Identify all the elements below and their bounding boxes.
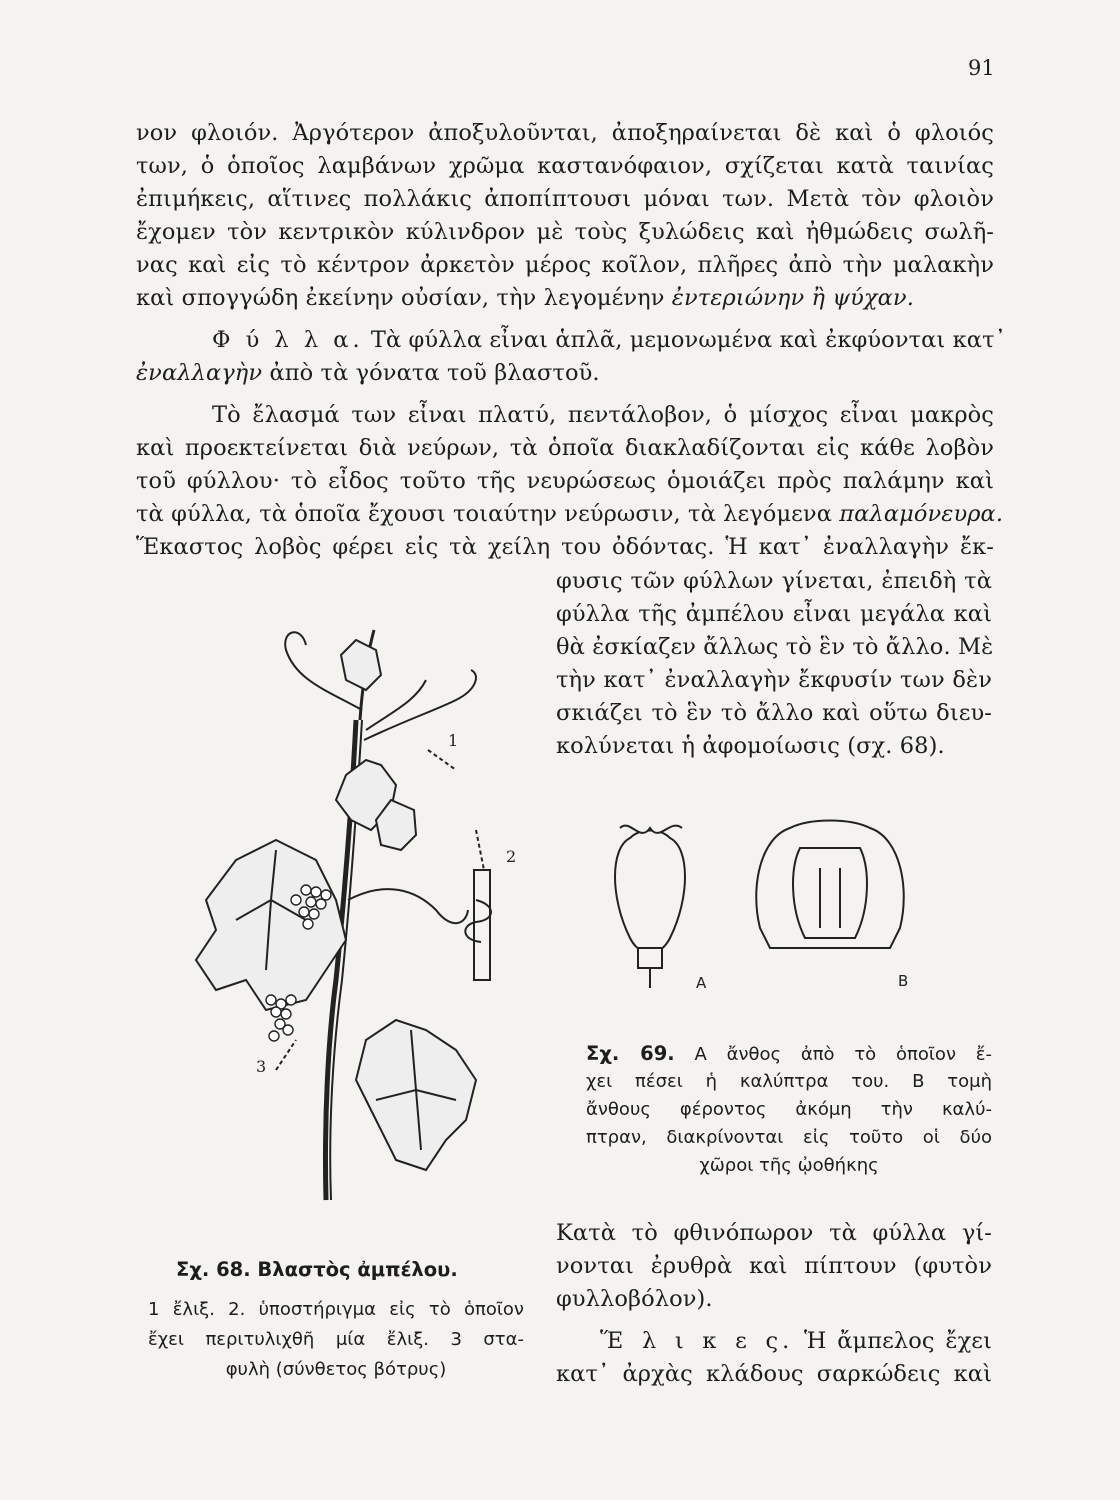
- text-line: νονται ἐρυθρὰ καὶ πίπτουν (φυτὸν: [556, 1253, 992, 1279]
- fig68-caption-line: φυλὴ (σύνθετος βότρυς): [225, 1359, 447, 1380]
- figure-label-2: 2: [506, 847, 517, 866]
- text-line: νας καὶ εἰς τὸ κέντρον ἀρκετὸν μέρος κοῖλον, πλῆρες ἀπὸ τὴν μαλακὴν: [136, 252, 994, 278]
- text-line: [556, 1326, 992, 1356]
- text-line: φυσις τῶν φύλλων γίνεται, ἐπειδὴ τὰ: [556, 568, 992, 594]
- text-line: [136, 283, 994, 313]
- text-span: Ἡ ἄμπελος ἔχει: [804, 1328, 992, 1354]
- page-number: 91: [968, 56, 995, 80]
- fig68-caption-title: Σχ. 68. Βλαστὸς ἀμπέλου.: [176, 1258, 458, 1281]
- text-line: νον φλοιόν. Ἀργότερον ἀποξυλοῦνται, ἀποξηραίνεται δὲ καὶ ὁ φλοιός: [136, 120, 994, 146]
- figure-label-b: B: [898, 972, 909, 990]
- text-line: Τὸ ἔλασμά των εἶναι πλατύ, πεντάλοβον, ὁ μίσχος εἶναι μακρὸς: [212, 402, 994, 428]
- caption-span: Α ἄνθος ἀπὸ τὸ ὁποῖον ἔ-: [694, 1044, 992, 1065]
- text-line: φυλλοβόλον).: [556, 1286, 713, 1312]
- text-line: τοῦ φύλλου· τὸ εἶδος τοῦτο τῆς νευρώσεως ὁμοιάζει πρὸς παλάμην καὶ: [136, 468, 994, 494]
- text-line: ἔχομεν τὸν κεντρικὸν κύλινδρον μὲ τοὺς ξυλώδεις καὶ ἠθμώδεις σωλῆ-: [136, 219, 994, 245]
- italic-term: ἐναλλαγὴν: [136, 360, 263, 386]
- fig69-caption-line: ἄνθους φέροντος ἀκόμη τὴν καλύ-: [586, 1099, 992, 1120]
- text-line: καὶ προεκτείνεται διὰ νεύρων, τὰ ὁποῖα διακλαδίζονται εἰς κάθε λοβὸν: [136, 435, 994, 461]
- flower-illustration: [590, 808, 990, 998]
- text-line: σκιάζει τὸ ἓν τὸ ἄλλο καὶ οὕτω διευ-: [556, 700, 992, 726]
- text-line: κατ᾽ ἀρχὰς κλάδους σαρκώδεις καὶ: [556, 1361, 992, 1387]
- text-line: ἐπιμήκεις, αἵτινες πολλάκις ἀποπίπτουσι μόναι των. Μετὰ τὸν φλοιὸν: [136, 186, 994, 212]
- text-line: κολύνεται ἡ ἀφομοίωσις (σχ. 68).: [556, 733, 945, 759]
- text-line: [136, 499, 1004, 529]
- fig68-caption-line: 1 ἔλιξ. 2. ὑποστήριγμα εἰς τὸ ὁποῖον: [148, 1299, 524, 1320]
- figure-label-a: A: [696, 974, 707, 992]
- text-line: Κατὰ τὸ φθινόπωρον τὰ φύλλα γί-: [556, 1220, 992, 1246]
- section-heading-tendrils: Ἕ λ ι κ ε ς.: [600, 1328, 794, 1354]
- fig69-caption-title: Σχ. 69.: [586, 1042, 675, 1065]
- text-line: θὰ ἐσκίαζεν ἄλλως τὸ ἓν τὸ ἄλλο. Μὲ: [556, 634, 994, 660]
- text-line: [136, 358, 994, 388]
- figure-label-1: 1: [448, 731, 459, 750]
- fig69-caption-line: χει πέσει ἡ καλύπτρα του. Β τομὴ: [586, 1071, 992, 1092]
- fig69-caption-line: πτραν, διακρίνονται εἰς τοῦτο οἱ δύο: [586, 1127, 992, 1148]
- text-line: φύλλα τῆς ἀμπέλου εἶναι μεγάλα καὶ: [556, 601, 992, 627]
- italic-term: ἐντεριώνην ἢ ψύχαν.: [671, 285, 914, 311]
- text-span: ἀπὸ τὰ γόνατα τοῦ βλαστοῦ.: [269, 360, 600, 386]
- vine-shoot-illustration: [176, 600, 546, 1220]
- text-line: των, ὁ ὁποῖος λαμβάνων χρῶμα καστανόφαιον, σχίζεται κατὰ ταινίας: [136, 153, 994, 179]
- section-heading-leaves: Φ ύ λ λ α.: [212, 327, 364, 353]
- text-span: καὶ σπογγώδη ἐκείνην οὐσίαν, τὴν λεγομένην: [136, 285, 665, 311]
- fig69-caption-line: χῶροι τῆς ᾠοθήκης: [699, 1155, 879, 1176]
- text-span: τὰ φύλλα, τὰ ὁποῖα ἔχουσι τοιαύτην νεύρωσιν, τὰ λεγόμενα: [136, 501, 833, 527]
- text-line: [136, 325, 1006, 355]
- figure-label-3: 3: [256, 1057, 267, 1076]
- text-span: Τὰ φύλλα εἶναι ἁπλᾶ, μεμονωμένα καὶ ἐκφύονται κατ᾽: [370, 327, 1006, 353]
- fig68-caption-line: ἔχει περιτυλιχθῆ μία ἔλιξ. 3 στα-: [148, 1329, 524, 1350]
- italic-term: παλαμόνευρα.: [839, 501, 1004, 527]
- text-line: Ἕκαστος λοβὸς φέρει εἰς τὰ χείλη του ὀδόντας. Ἡ κατ᾽ ἐναλλαγὴν ἔκ-: [136, 534, 994, 560]
- fig69-caption-line: [586, 1040, 992, 1069]
- text-line: τὴν κατ᾽ ἐναλλαγὴν ἔκφυσίν των δὲν: [556, 667, 992, 693]
